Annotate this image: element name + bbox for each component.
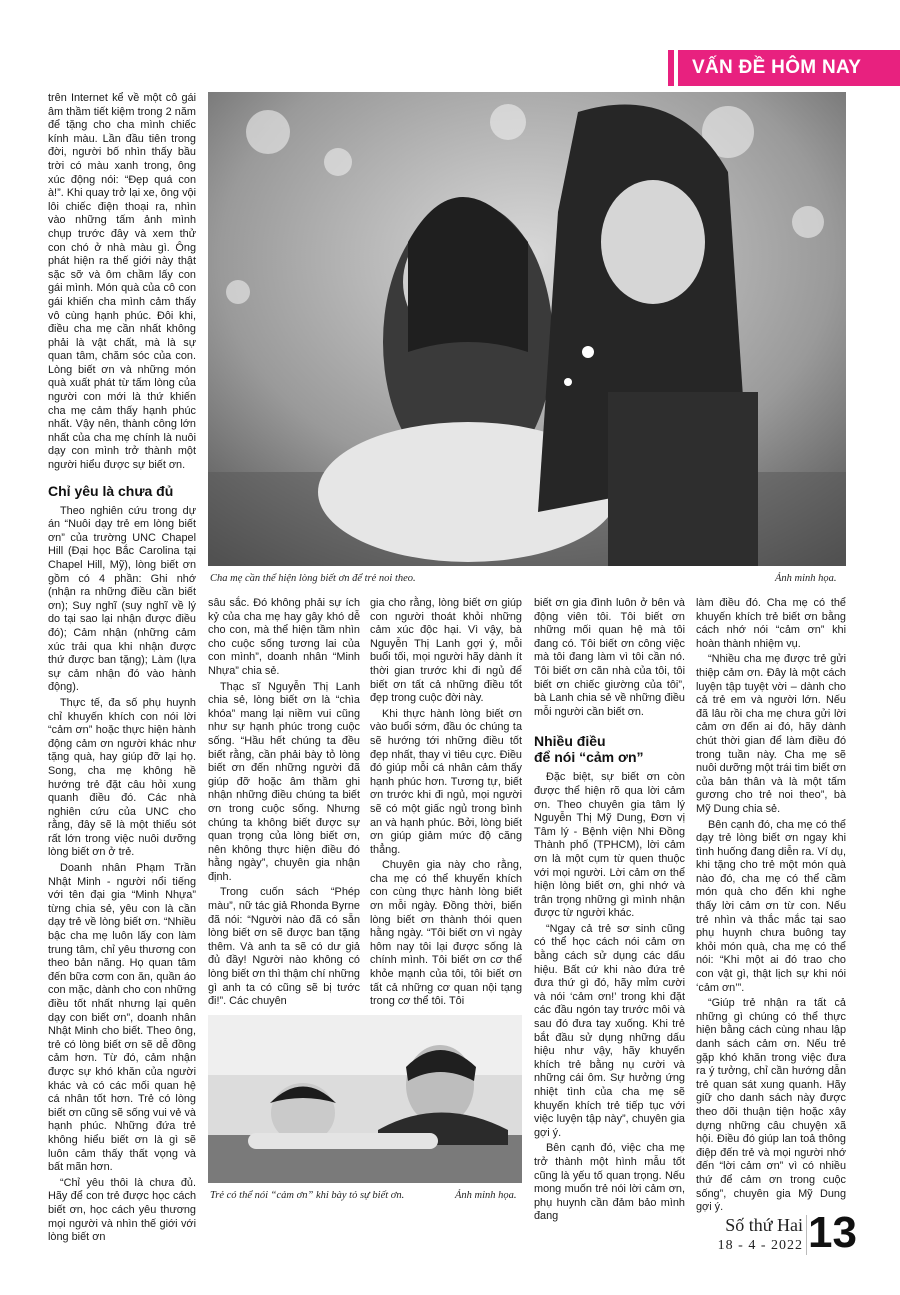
subheading: Chỉ yêu là chưa đủ <box>48 482 174 499</box>
issue-label: Số thứ Hai <box>725 1215 803 1235</box>
paragraph: biết ơn gia đình luôn ở bên và động viên tôi. Tôi biết ơn những mối quan hệ mà tôi đang có. Tôi biết ơn công việc mà tôi đang làm vì tôi cần nó. Tôi biết ơn căn nhà của tôi, tôi biết ơn chiếc giường của tôi”, bà Lanh chia sẻ về những điều mỗi người cần biết ơn. <box>534 597 685 718</box>
footer-divider <box>806 1215 807 1255</box>
main-photo-image <box>208 92 846 566</box>
subheading: Nhiều điều để nói “cảm ơn” <box>534 733 644 766</box>
paragraph: làm điều đó. Cha mẹ có thể khuyến khích trẻ biết ơn bằng cách nhớ nói “cảm ơn” khi hoàn thành nhiệm vụ. <box>696 597 846 650</box>
paragraph: “Chỉ yêu thôi là chưa đủ. Hãy để con trẻ được học cách biết ơn, học cách yêu thương mọi người và nhìn thế giới với lòng biết ơn <box>48 1176 196 1244</box>
paragraph: sâu sắc. Đó không phải sự ích kỷ của cha mẹ hay gây khó dễ cho con, mà thể hiện tầm nhìn cho cuộc sống tương lai của con mình”, doanh nhân “Minh Nhựa” chia sẻ. <box>208 597 360 677</box>
paragraph: Đặc biệt, sự biết ơn còn được thể hiện rõ qua lời cảm ơn. Theo chuyên gia tâm lý Nguyễn Thị Mỹ Dung, Đơn vị Tâm lý - Bệnh viện Nhi Đồng Thành phố (TPHCM), lời cảm ơn là một cụm từ quen thuộc với mọi người. Lời cảm ơn thể hiện lòng biết ơn, ghi nhớ và trân trọng những gì mình nhận được từ người khác. <box>534 771 685 920</box>
article-column-4 <box>534 597 685 1223</box>
section-tag <box>674 50 900 86</box>
paragraph: gia cho rằng, lòng biết ơn giúp con người thoát khỏi những cảm xúc độc hại. Vì vậy, bà Nguyễn Thị Lanh gợi ý, mỗi buổi tối, mọi người hãy dành ít thời gian trước khi đi ngủ để biết ơn tất cả những điều tốt đẹp trong cuộc đời này. <box>370 597 522 705</box>
paragraph: Doanh nhân Phạm Trần Nhật Minh - người nổi tiếng với tên đại gia “Minh Nhựa” từng chia sẻ, yêu con là cần dạy trẻ về lòng biết ơn. “Nhiều bậc cha mẹ luôn lấy con làm trung tâm, chỉ yêu thương con theo bản năng. Họ quan tâm đến bữa cơm con ăn, quần áo con mặc, dành cho con những điều tốt nhất nhưng lại quên dạy con biết ơn”, doanh nhân Nhật Minh cho biết. Theo ông, trẻ có lòng biết ơn sẽ dễ đồng cảm hơn. Từ đó, cảm nhận được sự khó khăn của người khác và có các mối quan hệ cá nhân tốt hơn. Trẻ có lòng biết ơn cũng sẽ sống vui vẻ và hạnh phúc. Những đứa trẻ không hiểu biết ơn là gì sẽ luôn cảm thấy thất vọng và bất mãn hơn. <box>48 862 196 1174</box>
paragraph: “Nhiều cha mẹ được trẻ gửi thiệp cảm ơn. Đây là một cách luyện tập tuyệt vời – dành cho cả trẻ em và người lớn. Nếu đã lâu rồi cha mẹ chưa gửi lời cảm ơn đến ai đó, hãy dành chút thời gian để làm điều đó trong tuần này. Cha mẹ sẽ nuôi dưỡng một trái tim biết ơn của bản thân và là một tấm gương cho trẻ noi theo”, bà Mỹ Dung chia sẻ. <box>696 653 846 815</box>
secondary-photo <box>208 1015 522 1183</box>
paragraph: Bên cạnh đó, cha mẹ có thể dạy trẻ lòng biết ơn ngay khi tình huống đang diễn ra. Ví dụ, khi tặng cho trẻ một món quà nào đó, cha mẹ có thể cầm món quà cho đến khi nghe thấy lời cảm ơn từ con. Nếu trẻ nhìn và thắc mắc tại sao phụ huynh chưa buông tay khỏi món quà, cha mẹ có thể nói: “Khi một ai đó trao cho con vật gì, thật lịch sự khi nói ‘cảm ơn’”. <box>696 818 846 994</box>
paragraph: Trong cuốn sách “Phép màu”, nữ tác giả Rhonda Byrne đã nói: “Người nào đã có sẵn lòng biết ơn sẽ được ban tặng thêm. Và anh ta sẽ có dư giả đủ đầy! Người nào không có lòng biết ơn thì thậm chí những gì anh ta có cũng sẽ bị tước đi!”. Các chuyên <box>208 886 360 1008</box>
paragraph: Khi thực hành lòng biết ơn vào buổi sớm, đầu óc chúng ta sẽ hướng tới những điều tốt đẹp nhất, thay vì tiêu cực. Điều đó giúp mỗi cá nhân cảm thấy hạnh phúc hơn. Tương tự, biết ơn trước khi đi ngủ, mọi người sẽ có một giấc ngủ trong bình an và hạnh phúc. Bởi, lòng biết ơn giúp giảm mức độ căng thẳng. <box>370 707 522 856</box>
secondary-photo-image <box>208 1015 522 1183</box>
paragraph: Chuyên gia này cho rằng, cha mẹ có thể khuyến khích con cùng thực hành lòng biết ơn mỗi ngày. Đồng thời, biến lòng biết ơn thành thói quen hằng ngày. “Tôi biết ơn vì ngày hôm nay tôi lại được sống là chính mình. Tôi biết ơn cơ thể khỏe mạnh của tôi, tôi biết ơn tất cả những cơ quan nội tạng trong cơ thể tôi. Tôi <box>370 859 522 1008</box>
article-column-3 <box>370 597 522 1007</box>
secondary-photo-caption: Trẻ có thể nói “cảm ơn” khi bày tỏ sự biết ơn. <box>210 1190 405 1201</box>
article-column-5 <box>696 597 846 1214</box>
paragraph: “Giúp trẻ nhận ra tất cả những gì chúng có thể thực hiện bằng cách cùng nhau lập danh sách cảm ơn. Nếu trẻ gặp khó khăn trong việc đưa ra ý tưởng, chỉ cần hướng dẫn trẻ quan sát xung quanh. Hãy giữ cho danh sách này được theo dõi thuận tiện hoặc xây dựng những câu chuyện xã hội. Điều đó giúp lan toả thông điệp đến trẻ và mọi người nhớ đến “lời cảm ơn” vì có nhiều thứ để cảm ơn trong cuộc sống”, chuyên gia Mỹ Dung gợi ý. <box>696 997 846 1214</box>
paragraph: Bên cạnh đó, việc cha mẹ trở thành một hình mẫu tốt cũng là yếu tố quan trọng. Nếu mong muốn trẻ nói lời cảm ơn, phụ huynh cần đảm bảo mình đang <box>534 1142 685 1223</box>
page-number: 13 <box>808 1208 857 1257</box>
section-tag-label: VẤN ĐỀ HÔM NAY <box>692 57 862 78</box>
paragraph: Thạc sĩ Nguyễn Thị Lanh chia sẻ, lòng biết ơn là “chìa khóa” mang lại niềm vui cũng như sự hạnh phúc trong cuộc sống. “Hầu hết chúng ta đều biết rằng, cần phải bày tỏ lòng biết ơn đến những người đã giúp đỡ hoặc âm thầm ghi nhận những điều chúng ta biết ơn trong cuộc sống. Nhưng chúng ta không biết được sự quan trọng của lòng biết ơn, nên không thực hiện điều đó hằng ngày”, chuyên gia nhận định. <box>208 680 360 883</box>
paragraph: trên Internet kể về một cô gái âm thầm tiết kiệm trong 2 năm để tặng cho cha mình chiếc kính màu. Lần đầu tiên trong đời, người bố nhìn thấy bầu trời có màu xanh trong, ông xúc động nói: “Đẹp quá con à!”. Khi quay trở lại xe, ông vội lôi chiếc điện thoại ra, nhìn vào những tấm ảnh mình chụp trước đây và xem thử con chó ở nhà màu gì. Ông phát hiện ra thế giới này thật sặc sỡ và ôm chầm lấy con gái mình. Món quà của cô con gái khiến cha mình cảm thấy vô cùng hạnh phúc. Đôi khi, điều cha mẹ cần nhất không phải là vật chất, mà là sự quan tâm, chăm sóc của con. Lòng biết ơn và những món quà xuất phát từ tấm lòng của người con mới là thứ khiến cha mẹ cảm thấy hạnh phúc nhất. Vậy nên, thành công lớn nhất của cha mẹ chính là nuôi dạy con mình trở thành một người hiểu được sự biết ơn. <box>48 92 196 472</box>
main-photo-caption: Cha mẹ cần thể hiện lòng biết ơn để trẻ noi theo. <box>210 573 416 584</box>
paragraph: Theo nghiên cứu trong dự án “Nuôi dạy trẻ em lòng biết ơn” của trường UNC Chapel Hill (Đại học Bắc Carolina tại Chapel Hill, Mỹ), lòng biết ơn gồm có 4 phần: Ghi nhớ (nhận ra những điều cần biết ơn); Suy nghĩ (suy nghĩ về lý do tại sao lại nhận được điều đó); Cảm nhận (những cảm xúc trải qua khi nhận được thứ được ban tặng); Làm (lựa sự cảm nhận đó vào hành động). <box>48 504 196 694</box>
main-photo <box>208 92 846 566</box>
secondary-photo-credit: Ảnh minh họa. <box>455 1190 517 1201</box>
article-column-1 <box>48 92 196 1244</box>
paragraph: Thực tế, đa số phụ huynh chỉ khuyến khích con nói lời “cảm ơn” hoặc thực hiện hành động cảm ơn người khác như tặng quà, hay giúp đỡ lại họ. Song, cha mẹ không hề hướng trẻ đặt câu hỏi xung quanh điều đó. Các nhà nghiên cứu của UNC cho rằng, đây sẽ là một thiếu sót rất lớn trong việc nuôi dưỡng lòng biết ơn ở trẻ. <box>48 696 196 859</box>
article-column-2 <box>208 597 360 1007</box>
main-photo-credit: Ảnh minh họa. <box>775 573 837 584</box>
issue-date: 18 - 4 - 2022 <box>717 1238 803 1253</box>
paragraph: “Ngay cả trẻ sơ sinh cũng có thể học cách nói cảm ơn bằng cách sử dụng các dấu hiệu. Bất cứ khi nào đứa trẻ đưa thứ gì đó, hãy mỉm cười và nói ‘cảm ơn!’ trong khi đặt các đầu ngón tay trước môi và sau đó đưa tay xuống. Khi trẻ bắt đầu sử dụng những dấu hiệu như vậy, hãy khuyến khích trẻ bằng nụ cười và những cái ôm. Sự hưởng ứng nhiệt tình của cha mẹ sẽ khuyến khích trẻ tiếp tục với việc luyện tập này”, chuyên gia gợi ý. <box>534 922 685 1139</box>
